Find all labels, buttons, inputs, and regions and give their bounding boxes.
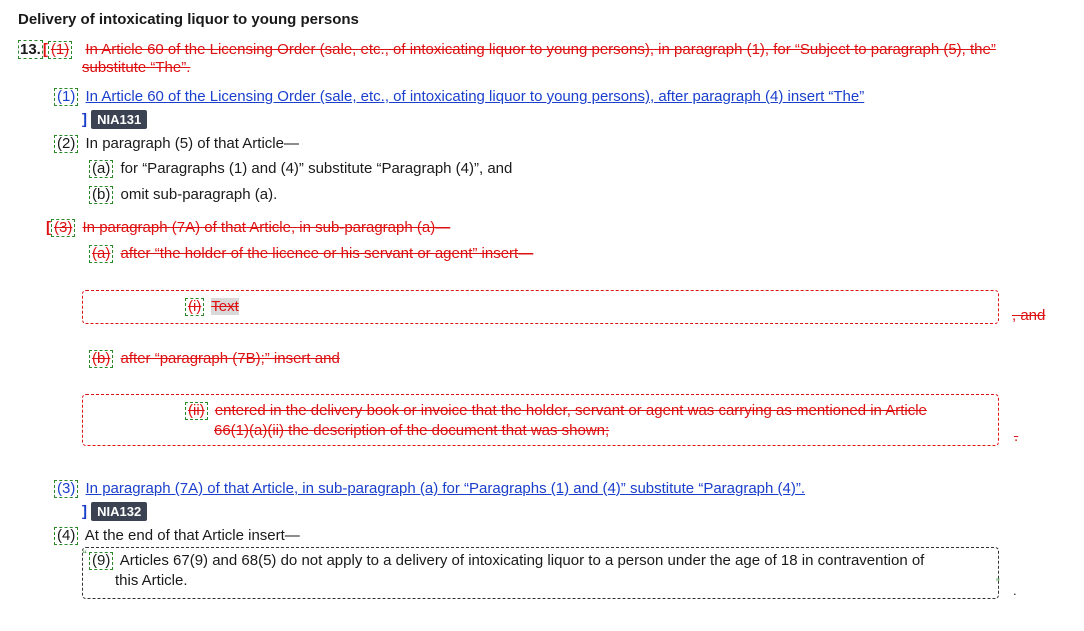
deleted-sub-ii-number: (ii) — [185, 402, 208, 420]
para-2b-line — [89, 186, 277, 204]
para-2-text: In paragraph (5) of that Article— — [85, 135, 299, 152]
para-2-line — [54, 135, 299, 153]
para-1-number: (1) — [54, 88, 78, 106]
para-1-text[interactable]: In Article 60 of the Licensing Order (sale, etc., of intoxicating liquor to young persons), after paragraph (4) insert “The” — [85, 88, 865, 105]
para-2b-number: (b) — [89, 186, 113, 204]
section-number: 13. — [20, 41, 41, 58]
para-4-inner-text-1: Articles 67(9) and 68(5) do not apply to a delivery of intoxicating liquor to a person under the age of 18 in contravention of — [119, 552, 925, 569]
deleted-sub-i-after: , and — [1012, 307, 1046, 324]
deleted-sub-ii-text-2: 66(1)(a)(ii) the description of the document that was shown; — [214, 422, 610, 439]
deleted-sub-i-number: (i) — [185, 298, 204, 316]
para-3-number: (3) — [54, 480, 78, 498]
close-bracket-2: ] — [82, 503, 87, 520]
para-2-number: (2) — [54, 135, 78, 153]
para-4-number: (4) — [54, 527, 78, 545]
deleted-text-line-2: substitute “The”. — [82, 59, 191, 76]
deleted-text-line-1: In Article 60 of the Licensing Order (sale, etc., of intoxicating liquor to young persons), in paragraph (1), for “Subject to paragraph (5), the” — [85, 41, 996, 58]
para-4-text: At the end of that Article insert— — [84, 527, 300, 544]
section-heading: Delivery of intoxicating liquor to young persons — [18, 11, 359, 28]
deleted-para-3a-text: after “the holder of the licence or his servant or agent” insert— — [120, 245, 534, 262]
para-4-line — [54, 527, 300, 545]
para-4-inner-number: (9) — [89, 552, 113, 570]
para-4-after: . — [1013, 583, 1017, 598]
para-2a-number: (a) — [89, 160, 113, 178]
para-2a-text: for “Paragraphs (1) and (4)” substitute “Paragraph (4)”, and — [120, 160, 513, 177]
para-4-inner-text-2: this Article. — [115, 572, 188, 589]
deleted-para-3-line — [46, 219, 450, 237]
para-4-inner-line — [89, 552, 924, 570]
section-13-line — [18, 41, 996, 59]
deleted-para-3a-line — [89, 245, 533, 263]
deleted-sub-ii-after: . — [1014, 428, 1019, 445]
deleted-para-3-number: (3) — [51, 219, 75, 237]
deleted-para-3b-number: (b) — [89, 350, 113, 368]
para-3-text[interactable]: In paragraph (7A) of that Article, in sub-paragraph (a) for “Paragraphs (1) and (4)” substitute “Paragraph (4)”. — [85, 480, 806, 497]
open-quote: “ — [83, 549, 87, 561]
deleted-para-3-text: In paragraph (7A) of that Article, in sub-paragraph (a)— — [82, 219, 451, 236]
para-3-annotation — [82, 502, 147, 521]
deleted-open-bracket: [ — [46, 219, 51, 236]
nia132-badge[interactable]: NIA132 — [91, 502, 147, 521]
deleted-para-3a-number: (a) — [89, 245, 113, 263]
close-quote: ” — [996, 577, 1000, 589]
deleted-sub-ii-line — [185, 402, 927, 420]
deleted-para-3b-line — [89, 350, 340, 368]
close-bracket: ] — [82, 111, 87, 128]
para-1-line — [54, 88, 864, 106]
para-2b-text: omit sub-paragraph (a). — [120, 186, 278, 203]
deleted-sub-i-line — [185, 298, 239, 316]
para-3-line — [54, 480, 805, 498]
nia131-badge[interactable]: NIA131 — [91, 110, 147, 129]
open-bracket: [ — [42, 41, 48, 58]
deleted-sub-ii-text-1: entered in the delivery book or invoice that the holder, servant or agent was carrying as mentioned in Article — [214, 402, 927, 419]
para-1-annotation — [82, 110, 147, 129]
para-2a-line — [89, 160, 512, 178]
deleted-para-number: (1) — [48, 41, 72, 59]
deleted-sub-i-text: Text — [211, 298, 239, 315]
deleted-para-3b-text: after “paragraph (7B);” insert and — [120, 350, 340, 367]
